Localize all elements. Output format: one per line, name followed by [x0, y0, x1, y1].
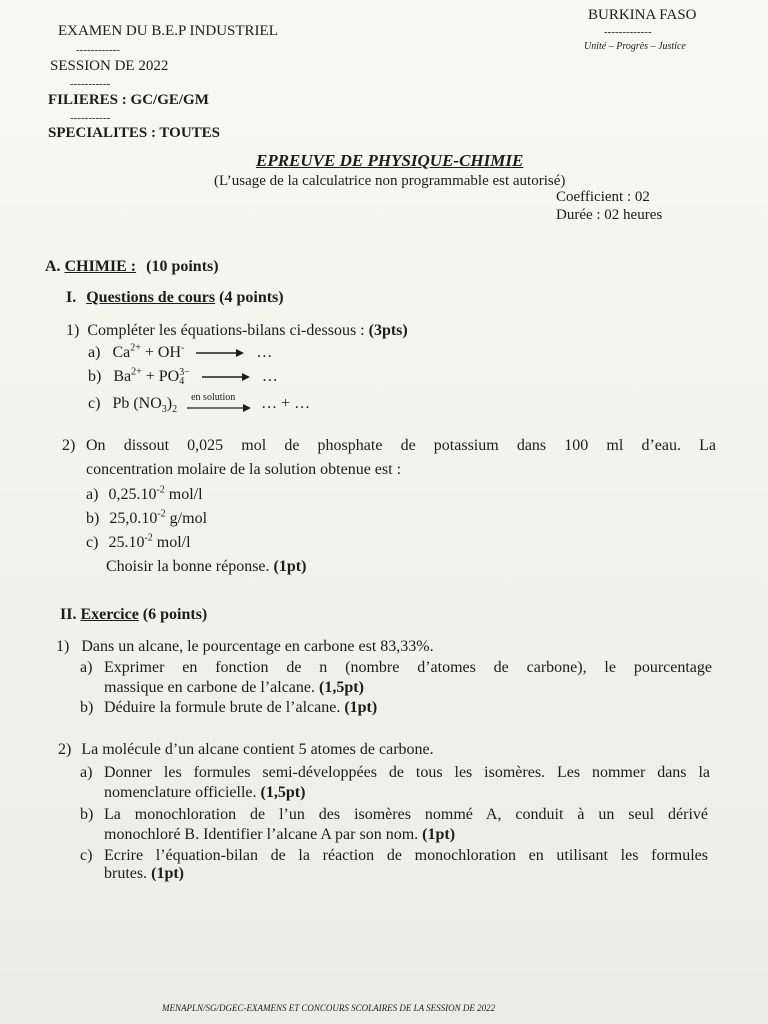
- item-points: (1,5pt): [260, 784, 306, 801]
- part-number: II.: [60, 606, 77, 623]
- item-text-line1: Donner les formules semi-développées de tous les isomères. Les nommer dans la: [104, 764, 710, 781]
- section-a-heading: [45, 257, 219, 276]
- specialites-label: SPECIALITES : TOUTES: [48, 125, 221, 141]
- item-text: massique en carbone de l’alcane.: [104, 679, 316, 696]
- item-text-line2: [104, 678, 364, 697]
- part-points: (4 points): [219, 289, 284, 306]
- part-name: Questions de cours: [86, 289, 216, 306]
- item-text-line2: [104, 783, 305, 802]
- item-letter: c): [88, 395, 101, 412]
- item-points: (1pt): [344, 699, 378, 716]
- answer-option-b: [86, 509, 207, 528]
- section-letter: A.: [45, 258, 61, 275]
- reaction-arrow-icon: [202, 372, 250, 382]
- part-points: (6 points): [142, 606, 208, 623]
- item-text-line1: Ecrire l’équation-bilan de la réaction de monochloration en utilisant les formules: [104, 847, 708, 864]
- separator: -----------: [70, 78, 111, 90]
- exam-title: EXAMEN DU B.E.P INDUSTRIEL: [58, 23, 278, 39]
- filieres-label: FILIERES : GC/GE/GM: [48, 92, 209, 108]
- exam-subject-title: EPREUVE DE PHYSIQUE-CHIMIE: [256, 151, 524, 170]
- item-points: (1pt): [151, 865, 184, 882]
- question-2-number: 2): [62, 437, 76, 454]
- question-1: [66, 321, 408, 340]
- footer-reference: MENAPLN/SG/DGEC-EXAMENS ET CONCOURS SCOLAIRES DE LA SESSION DE 2022: [162, 1003, 496, 1013]
- products: …: [261, 368, 278, 385]
- reactants: Pb $(NO_3)_2$: [112, 395, 178, 416]
- question-points: (3pts): [368, 322, 408, 339]
- equation-c: [88, 392, 311, 416]
- item-text-line1: La monochloration de l’un des isomères nommé A, conduit à un seul dérivé: [104, 806, 708, 823]
- item-text: nomenclature officielle.: [104, 784, 257, 801]
- item-text-line1: [104, 698, 377, 717]
- question-text: La molécule d’un alcane contient 5 atomes de carbone.: [81, 741, 434, 758]
- item-letter: a): [88, 344, 101, 361]
- item-text: monochloré B. Identifier l’alcane A par son nom.: [104, 826, 419, 843]
- part-ii-heading: [60, 605, 207, 624]
- item-points: (1,5pt): [319, 679, 364, 696]
- item-letter: a): [86, 486, 99, 503]
- option-value: $25,0.10^{-2}$ g/mol: [109, 508, 208, 527]
- question-text: Dans un alcane, le pourcentage en carbone est 83,33%.: [81, 638, 434, 655]
- item-letter: b): [80, 806, 94, 823]
- country-name: BURKINA FASO: [588, 7, 697, 23]
- reaction-arrow-labeled: [187, 392, 251, 413]
- answer-option-c: [86, 533, 191, 552]
- arrow-label: en solution: [191, 392, 236, 404]
- reactants: $Ca^{2+} + OH^-$: [112, 342, 185, 361]
- item-text: brutes.: [104, 865, 148, 882]
- separator: -------------: [604, 26, 652, 38]
- national-motto: Unité – Progrès – Justice: [584, 41, 686, 52]
- question-number: 1): [56, 638, 70, 655]
- part-i-heading: [66, 288, 284, 307]
- coefficient: Coefficient : 02: [556, 189, 650, 205]
- question-number: 2): [58, 741, 72, 758]
- reaction-arrow-icon: [196, 348, 244, 358]
- item-letter: a): [80, 764, 93, 781]
- part-name: Exercice: [80, 606, 139, 623]
- item-text-line2: [104, 825, 455, 844]
- item-letter: a): [80, 659, 93, 676]
- answer-option-a: [86, 485, 203, 504]
- separator: -----------: [70, 112, 111, 124]
- item-letter: c): [80, 847, 93, 864]
- item-text: Déduire la formule brute de l’alcane.: [104, 699, 341, 716]
- question-text: Compléter les équations-bilans ci-dessous :: [87, 322, 365, 339]
- item-text-line1: Exprimer en fonction de n (nombre d’atomes de carbone), le pourcentage: [104, 659, 712, 676]
- calculator-note: (L’usage de la calculatrice non programmable est autorisé): [214, 173, 566, 189]
- option-value: $25.10^{-2}$ mol/l: [108, 532, 191, 551]
- products: …: [256, 344, 273, 361]
- item-text-line2: [104, 864, 184, 883]
- separator: ------------: [76, 44, 120, 56]
- item-letter: b): [88, 368, 102, 385]
- duration: Durée : 02 heures: [556, 207, 663, 223]
- part-number: I.: [66, 289, 77, 306]
- item-points: (1pt): [422, 826, 456, 843]
- item-letter: b): [80, 699, 94, 716]
- question-number: 1): [66, 322, 80, 339]
- item-letter: c): [86, 534, 99, 551]
- reaction-arrow-icon: [187, 404, 251, 412]
- exercise-question-2: [58, 740, 434, 759]
- question-points: (1pt): [273, 558, 307, 575]
- equation-b: [88, 367, 278, 386]
- section-points: (10 points): [146, 258, 219, 275]
- equation-a: [88, 343, 272, 362]
- item-letter: b): [86, 510, 100, 527]
- instruction-text: Choisir la bonne réponse.: [106, 558, 270, 575]
- reactants: $Ba^{2+}$ + PO 3− 4: [113, 366, 190, 388]
- session-label: SESSION DE 2022: [50, 58, 169, 74]
- question-2-text-line2: concentration molaire de la solution obtenue est :: [86, 461, 402, 478]
- instruction: [106, 557, 306, 576]
- exercise-question-1: [56, 637, 434, 656]
- section-name: CHIMIE :: [64, 258, 137, 275]
- option-value: $0,25.10^{-2}$ mol/l: [108, 484, 203, 503]
- question-2-text-line1: On dissout 0,025 mol de phosphate de potassium dans 100 ml d’eau. La: [86, 437, 716, 454]
- products: … + …: [261, 395, 311, 412]
